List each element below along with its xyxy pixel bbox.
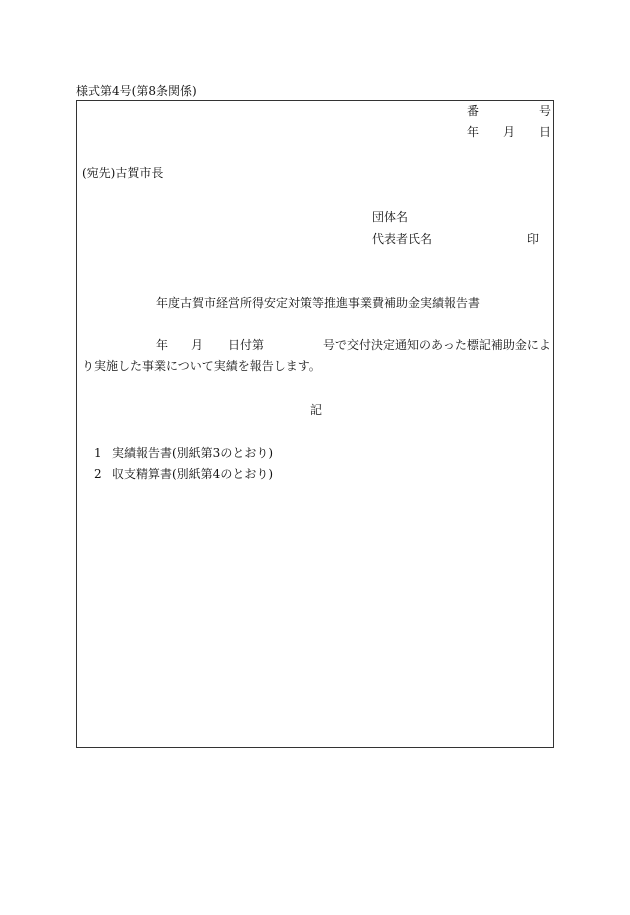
body-year: 年 [156,338,169,352]
item-2-text: 収支精算書(別紙第4のとおり) [112,467,273,481]
ki-heading: 記 [310,403,323,417]
item-2-number: 2 [94,467,102,481]
addressee: (宛先)古賀市長 [82,166,164,180]
body-text-line2: り実施した事業について実績を報告します。 [82,359,321,373]
seal-mark: 印 [527,232,540,246]
document-title: 年度古賀市経営所得安定対策等推進事業費補助金実績報告書 [156,296,481,310]
representative-name-label: 代表者氏名 [372,232,433,246]
body-day-ref: 日付第 [228,338,265,352]
number-label-right: 号 [539,104,552,118]
organization-name-label: 団体名 [372,210,409,224]
date-day-label: 日 [539,125,552,139]
date-year-label: 年 [467,125,480,139]
item-1-text: 実績報告書(別紙第3のとおり) [112,446,273,460]
body-month: 月 [191,338,204,352]
number-label-left: 番 [467,104,480,118]
form-frame [76,100,554,748]
form-number-label: 様式第4号(第8条関係) [76,84,197,98]
item-1-number: 1 [94,446,102,460]
date-month-label: 月 [503,125,516,139]
body-text-line1: 号で交付決定通知のあった標記補助金によ [323,338,551,352]
